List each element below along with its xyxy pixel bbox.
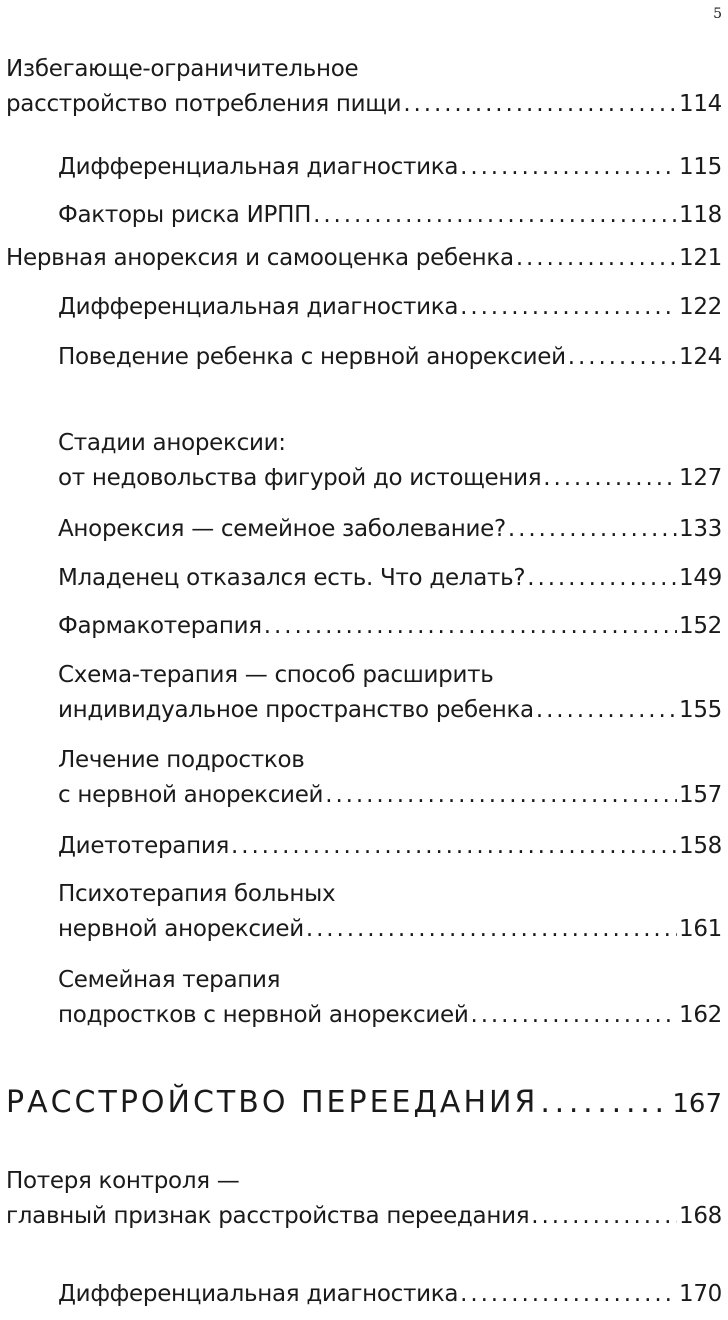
dot-leader <box>540 1083 670 1123</box>
toc-entry <box>0 198 722 233</box>
toc-entry-title-line: с нервной анорексией <box>58 782 324 808</box>
toc-entry-page: 115 <box>679 154 722 180</box>
toc-entry-title-line: расстройство потребления пищи <box>6 91 402 117</box>
toc-entry-title-line: Психотерапия больных <box>58 881 336 907</box>
toc-entry <box>0 963 722 1033</box>
dot-leader <box>508 512 677 547</box>
toc-entry-page: 124 <box>679 344 722 370</box>
toc-entry-title-line: Диетотерапия <box>58 833 230 859</box>
toc-entry-page: 133 <box>679 516 722 542</box>
toc-entry-title-line: Дифференциальная диагностика <box>58 154 459 180</box>
toc-entry-title-line: Фармакотерапия <box>58 613 262 639</box>
dot-leader <box>325 778 677 813</box>
dot-leader <box>536 693 677 728</box>
toc-entry-page: 168 <box>679 1203 722 1229</box>
dot-leader <box>460 1277 677 1312</box>
toc-entry-title-line: Дифференциальная диагностика <box>58 1281 459 1307</box>
toc-entry <box>0 290 722 325</box>
toc-entry-page: 127 <box>679 465 722 491</box>
dot-leader <box>543 461 677 496</box>
toc-entry <box>0 512 722 547</box>
toc-entry-page: 114 <box>679 91 722 117</box>
dot-leader <box>306 912 677 947</box>
dot-leader <box>568 340 677 375</box>
toc-chapter-title: РАССТРОЙСТВО ПЕРЕЕДАНИЯ <box>6 1085 539 1120</box>
toc-entry-title-line: нервной анорексией <box>58 916 304 942</box>
toc-entry <box>0 426 722 496</box>
toc-entry-title-line: Поведение ребенка с нервной анорексией <box>58 344 566 370</box>
toc-entry-page: 122 <box>679 294 722 320</box>
toc-entry <box>0 241 722 276</box>
toc-entry <box>0 1164 722 1234</box>
toc-entry-title-line: от недовольства фигурой до истощения <box>58 465 542 491</box>
toc-entry-title-line: Семейная терапия <box>58 967 281 993</box>
toc-entry-title-line: индивидуальное пространство ребенка <box>58 697 534 723</box>
toc-entry-title-line: Потеря контроля — <box>6 1168 240 1194</box>
toc-entry <box>0 561 722 596</box>
toc-entry <box>0 877 722 947</box>
toc-entry-title-line: Избегающе-ограничительное <box>6 56 359 82</box>
toc-chapter <box>0 1083 722 1124</box>
toc-entry-title-line: Анорексия — семейное заболевание? <box>58 516 506 542</box>
dot-leader <box>470 998 677 1033</box>
toc-entry <box>0 1277 722 1312</box>
toc-entry-title-line: Нервная анорексия и самооценка ребенка <box>6 245 514 271</box>
toc-entry-page: 157 <box>679 782 722 808</box>
toc-entry-title-line: Факторы риска ИРПП <box>58 202 312 228</box>
toc-entry-page: 121 <box>679 245 722 271</box>
toc-entry-page: 155 <box>679 697 722 723</box>
dot-leader <box>313 198 677 233</box>
dot-leader <box>460 150 677 185</box>
toc-entry-page: 118 <box>679 202 722 228</box>
toc-entry-page: 170 <box>679 1281 722 1307</box>
toc-entry <box>0 743 722 813</box>
toc-entry-page: 158 <box>679 833 722 859</box>
toc-entry <box>0 52 722 122</box>
toc-entry-title-line: главный признак расстройства переедания <box>6 1203 530 1229</box>
dot-leader <box>231 829 677 864</box>
toc-entry <box>0 150 722 185</box>
dot-leader <box>531 1199 677 1234</box>
toc-entry-title-line: Лечение подростков <box>58 747 305 773</box>
toc-entry-title-line: подростков с нервной анорексией <box>58 1002 469 1028</box>
toc-entry-title-line: Дифференциальная диагностика <box>58 294 459 320</box>
page-number: 5 <box>713 6 722 22</box>
toc-entry-title-line: Схема-терапия — способ расширить <box>58 662 494 688</box>
toc-entry-page: 167 <box>672 1089 722 1119</box>
toc-entry-page: 152 <box>679 613 722 639</box>
toc-entry <box>0 340 722 375</box>
toc-entry-page: 149 <box>679 565 722 591</box>
dot-leader <box>403 87 677 122</box>
dot-leader <box>527 561 677 596</box>
dot-leader <box>460 290 677 325</box>
toc-entry-title-line: Стадии анорексии: <box>58 430 286 456</box>
toc-entry <box>0 658 722 728</box>
toc-entry <box>0 609 722 644</box>
toc-entry-page: 161 <box>679 916 722 942</box>
toc-entry <box>0 829 722 864</box>
toc-entry-title-line: Младенец отказался есть. Что делать? <box>58 565 526 591</box>
dot-leader <box>264 609 677 644</box>
dot-leader <box>516 241 677 276</box>
toc-entry-page: 162 <box>679 1002 722 1028</box>
